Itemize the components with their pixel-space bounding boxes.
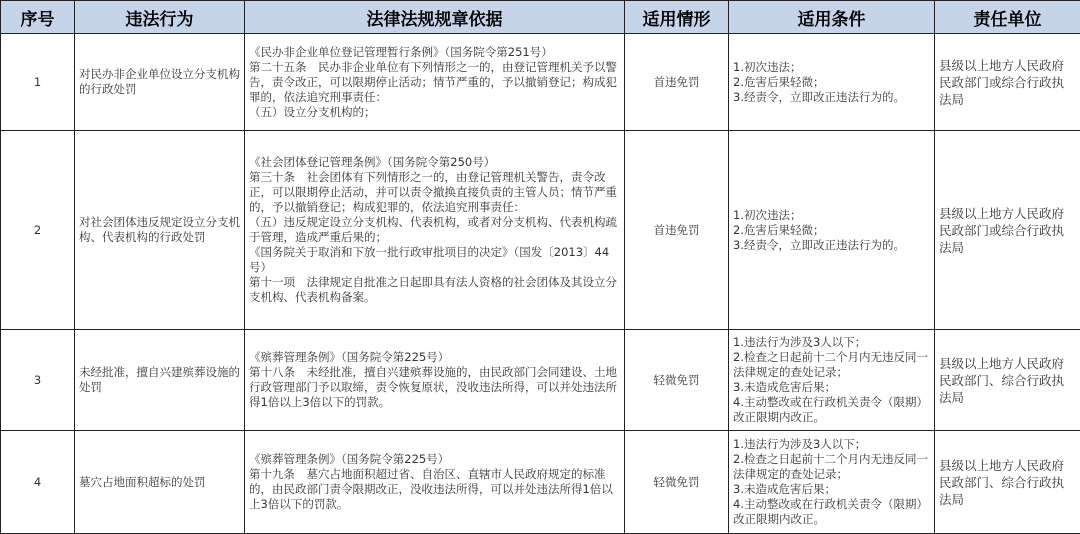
condition-item: 2.危害后果轻微；	[733, 75, 930, 90]
row-serial-no: 4	[1, 431, 75, 534]
row-responsible-unit: 县级以上地方人民政府民政部门或综合行政执法局	[935, 34, 1080, 131]
basis-line: 《民办非企业单位登记管理暂行条例》（国务院令第251号）	[249, 45, 620, 60]
basis-line: （五）设立分支机构的；	[249, 105, 620, 120]
row-conditions	[729, 330, 935, 431]
condition-item: 2.危害后果轻微；	[733, 223, 930, 238]
basis-line: 《国务院关于取消和下放一批行政审批项目的决定》（国发〔2013〕44号）	[249, 245, 620, 275]
condition-item: 4.主动整改或在行政机关责令（限期）改正限期内改正。	[733, 497, 930, 527]
condition-item: 3.经责令，立即改正违法行为的。	[733, 238, 930, 253]
row-responsible-unit: 县级以上地方人民政府民政部门或综合行政执法局	[935, 131, 1080, 330]
row-responsible-unit: 县级以上地方人民政府民政部门、综合行政执法局	[935, 330, 1080, 431]
condition-item: 2.检查之日起前十二个月内无违反同一法律规定的查处记录；	[733, 350, 930, 380]
row-situation: 轻微免罚	[625, 330, 729, 431]
condition-item: 1.违法行为涉及3人以下；	[733, 437, 930, 452]
condition-item: 1.初次违法；	[733, 208, 930, 223]
basis-line: （五）违反规定设立分支机构、代表机构，或者对分支机构、代表机构疏于管理，造成严重后果的；	[249, 215, 620, 245]
row-situation: 首违免罚	[625, 34, 729, 131]
basis-line: 第十一项 法律规定自批准之日起即具有法人资格的社会团体及其设立分支机构、代表机构备案。	[249, 275, 620, 305]
header-situation: 适用情形	[625, 1, 729, 34]
row-violation: 对民办非企业单位设立分支机构的行政处罚	[75, 34, 245, 131]
row-serial-no: 3	[1, 330, 75, 431]
condition-item: 4.主动整改或在行政机关责令（限期）改正限期内改正。	[733, 395, 930, 425]
table-row	[1, 34, 1080, 131]
basis-line: 第三十条 社会团体有下列情形之一的，由登记管理机关警告，责令改正，可以限期停止活动，并可以责令撤换直接负责的主管人员；情节严重的，予以撤销登记；构成犯罪的，依法追究刑事责任：	[249, 170, 620, 215]
row-conditions	[729, 431, 935, 534]
row-conditions	[729, 131, 935, 330]
condition-item: 1.违法行为涉及3人以下；	[733, 335, 930, 350]
row-violation: 墓穴占地面积超标的处罚	[75, 431, 245, 534]
condition-item: 3.经责令，立即改正违法行为的。	[733, 90, 930, 105]
row-violation: 对社会团体违反规定设立分支机构、代表机构的行政处罚	[75, 131, 245, 330]
row-situation: 轻微免罚	[625, 431, 729, 534]
row-responsible-unit: 县级以上地方人民政府民政部门、综合行政执法局	[935, 431, 1080, 534]
condition-item: 3.未造成危害后果；	[733, 482, 930, 497]
basis-line: 《殡葬管理条例》（国务院令第225号）	[249, 350, 620, 365]
table-row	[1, 131, 1080, 330]
table-row	[1, 330, 1080, 431]
row-legal-basis	[245, 131, 625, 330]
basis-line: 第二十五条 民办非企业单位有下列情形之一的，由登记管理机关予以警告，责令改正，可以限期停止活动；情节严重的，予以撤销登记；构成犯罪的，依法追究刑事责任：	[249, 60, 620, 105]
condition-item: 3.未造成危害后果；	[733, 380, 930, 395]
condition-item: 1.初次违法；	[733, 60, 930, 75]
header-violation: 违法行为	[75, 1, 245, 34]
row-conditions	[729, 34, 935, 131]
row-legal-basis	[245, 330, 625, 431]
row-serial-no: 1	[1, 34, 75, 131]
table-row	[1, 431, 1080, 534]
basis-line: 第十八条 未经批准，擅自兴建殡葬设施的，由民政部门会同建设、土地行政管理部门予以取缔，责令恢复原状，没收违法所得，可以并处违法所得1倍以上3倍以下的罚款。	[249, 365, 620, 410]
basis-line: 第十九条 墓穴占地面积超过省、自治区、直辖市人民政府规定的标准的，由民政部门责令限期改正，没收违法所得，可以并处违法所得1倍以上3倍以下的罚款。	[249, 467, 620, 512]
table-header-row	[1, 1, 1080, 34]
header-conditions: 适用条件	[729, 1, 935, 34]
header-serial-no: 序号	[1, 1, 75, 34]
row-violation: 未经批准，擅自兴建殡葬设施的处罚	[75, 330, 245, 431]
header-legal-basis: 法律法规规章依据	[245, 1, 625, 34]
row-serial-no: 2	[1, 131, 75, 330]
header-responsible-unit: 责任单位	[935, 1, 1080, 34]
condition-item: 2.检查之日起前十二个月内无违反同一法律规定的查处记录；	[733, 452, 930, 482]
row-legal-basis	[245, 431, 625, 534]
row-legal-basis	[245, 34, 625, 131]
basis-line: 《殡葬管理条例》（国务院令第225号）	[249, 452, 620, 467]
basis-line: 《社会团体登记管理条例》（国务院令第250号）	[249, 155, 620, 170]
row-situation: 首违免罚	[625, 131, 729, 330]
